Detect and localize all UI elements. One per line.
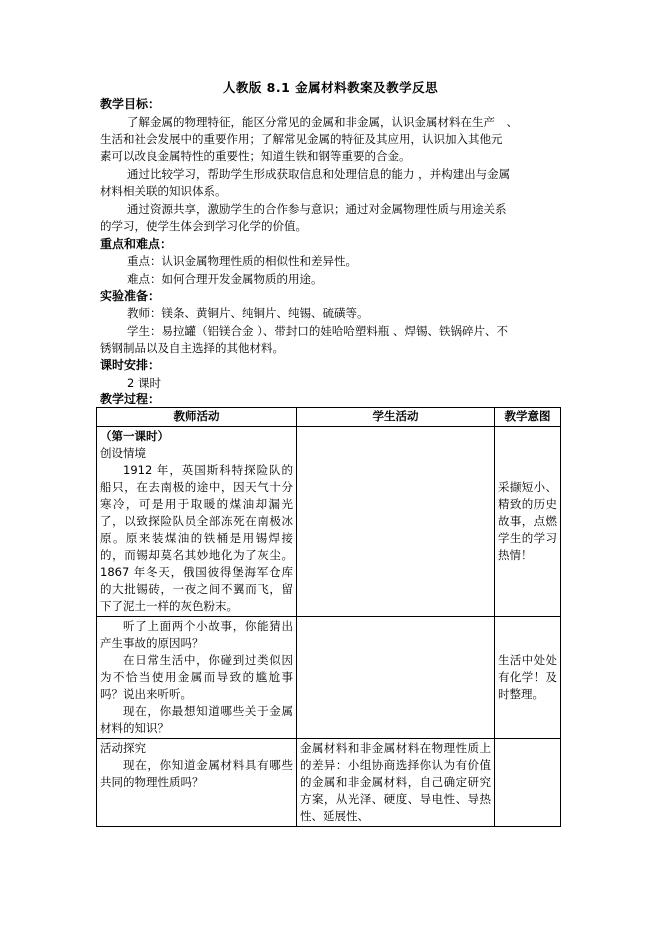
- intent-cell: [495, 739, 561, 827]
- teaching-process-table: [96, 407, 561, 827]
- document-title: 人教版 8.1 金属材料教案及教学反思: [222, 80, 439, 95]
- prep-line: 教师：镁条、黄铜片、纯铜片、纯锡、硫磺等。: [127, 306, 369, 320]
- objectives-line: 的学习，使学生体会到学习化学的价值。: [100, 219, 307, 233]
- col-header-intent: 教学意图: [495, 408, 561, 427]
- objectives-line: 生活和社会发展中的重要作用；了解常见金属的特征及其应用，认识加入其他元: [100, 132, 503, 146]
- table-row: [97, 617, 561, 739]
- objectives-line: 通过比较学习，帮助学生形成获取信息和处理信息的能力 ，并构建出与金属: [127, 167, 511, 181]
- prep-line: 锈钢制品以及自主选择的其他材料。: [100, 341, 284, 355]
- process-heading: 教学过程：: [100, 392, 161, 406]
- schedule-heading: 课时安排：: [100, 358, 161, 372]
- question-text: 现在，你最想知道哪些关于金属材料的知识？: [100, 704, 293, 735]
- section-title: 活动探究: [100, 741, 146, 755]
- table-header-row: [97, 408, 561, 427]
- story-text: 1912 年，英国斯科特探险队的船只，在去南极的途中，因天气十分寒冷，可是用于取暖的煤油却漏光了，以致探险队员全部冻死在南极冰原。原来装煤油的铁桶是用锡焊接的，而锡却莫名其妙地化为了灰尘。1867 年冬天，俄国彼得堡海军仓库的大批锡砖，一夜之间不翼而飞，留下了泥土一样的灰色粉末。: [100, 463, 293, 613]
- student-activity-cell: 金属材料和非金属材料在物理性质上的差异：小组协商选择你认为有价值的金属和非金属材料，自己确定研究方案，从光泽、硬度、导电性、导热性、延展性、: [297, 739, 495, 827]
- lesson-label: （第一课时）: [100, 429, 169, 443]
- objectives-line: 素可以改良金属特性的重要性；知道生铁和钢等重要的合金。: [100, 149, 411, 163]
- teacher-activity-cell: [97, 739, 297, 827]
- question-text: 在日常生活中，你碰到过类似因为不恰当使用金属而导致的尴尬事吗？说出来听听。: [100, 653, 293, 701]
- section-title: 创设情境: [100, 446, 146, 460]
- question-text: 听了上面两个小故事，你能猜出产生事故的原因吗？: [100, 619, 293, 650]
- prep-line: 学生：易拉罐（铝镁合金 ）、带封口的娃哈哈塑料瓶 、焊锡、铁锅碎片、不: [127, 324, 509, 338]
- table-row: [97, 739, 561, 827]
- objectives-heading: 教学目标：: [100, 97, 161, 111]
- intent-cell: 生活中处处有化学！及时整理。: [495, 617, 561, 739]
- col-header-teacher: 教师活动: [97, 408, 297, 427]
- table-row: [97, 427, 561, 617]
- schedule-value: 2 课时: [127, 376, 161, 390]
- teacher-activity-cell: [97, 427, 297, 617]
- keypoints-line: 难点：如何合理开发金属物质的用途。: [127, 272, 323, 286]
- keypoints-heading: 重点和难点：: [100, 237, 173, 251]
- objectives-line: 了解金属的物理特征，能区分常见的金属和非金属，认识金属材料在生产 、: [127, 115, 518, 129]
- student-activity-cell: [297, 617, 495, 739]
- intent-cell: 采撷短小、精致的历史故事，点燃学生的学习热情！: [495, 427, 561, 617]
- keypoints-line: 重点：认识金属物理性质的相似性和差异性。: [127, 254, 357, 268]
- col-header-student: 学生活动: [297, 408, 495, 427]
- student-activity-cell: [297, 427, 495, 617]
- objectives-line: 通过资源共享，激励学生的合作参与意识；通过对金属物理性质与用途关系: [127, 202, 507, 216]
- prep-heading: 实验准备：: [100, 289, 161, 303]
- question-text: 现在，你知道金属材料具有哪些共同的物理性质吗？: [100, 758, 293, 789]
- objectives-line: 材料相关联的知识体系。: [100, 184, 227, 198]
- teacher-activity-cell: [97, 617, 297, 739]
